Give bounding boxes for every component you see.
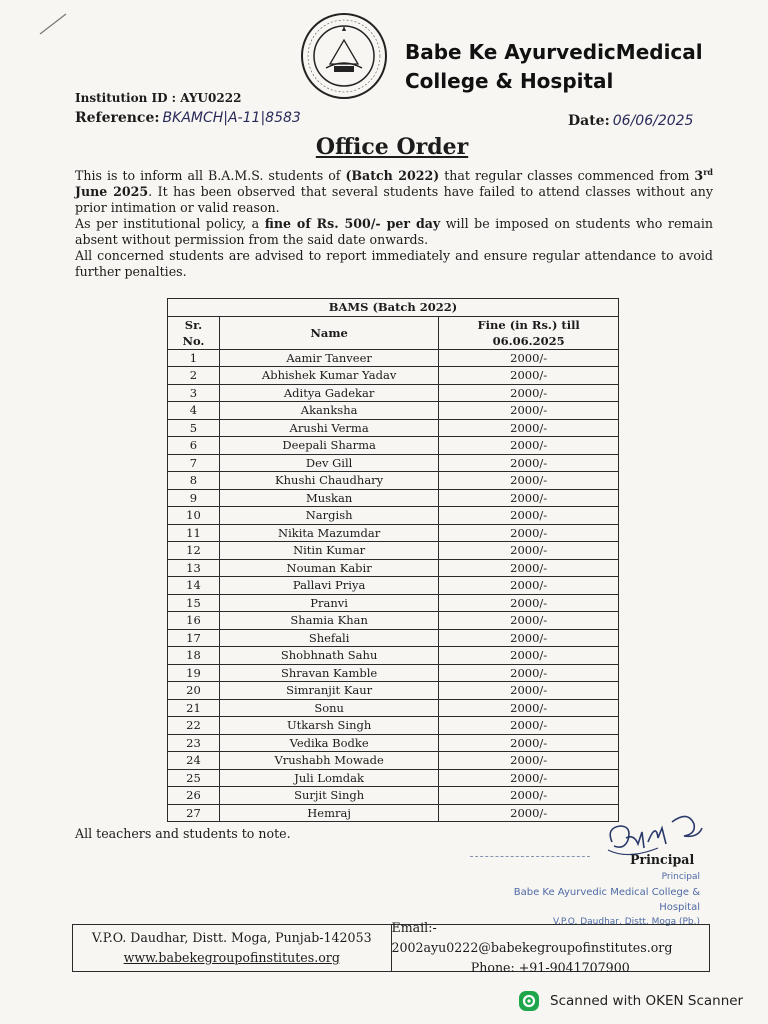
cell-name: Nargish [219,507,438,525]
college-logo-icon [300,12,388,100]
cell-fine: 2000/- [439,559,619,577]
table-row [168,367,619,385]
reference-label: Reference: [75,110,160,126]
cell-sr-no: 27 [168,804,220,822]
paragraph-2 [75,216,713,248]
paragraph-3: All concerned students are advised to report immediately and ensure regular attendance to avoid further penalties. [75,248,713,280]
cell-sr-no: 10 [168,507,220,525]
cell-name: Shravan Kamble [219,664,438,682]
cell-sr-no: 20 [168,682,220,700]
header-fine: Fine (in Rs.) till 06.06.2025 [439,316,619,349]
footer-address: V.P.O. Daudhar, Distt. Moga, Punjab-142053 [91,930,372,945]
cell-sr-no: 23 [168,734,220,752]
cell-name: Abhishek Kumar Yadav [219,367,438,385]
stamp-line2: V.P.O. Daudhar, Distt. Moga (Pb.) [553,917,700,927]
stamp-title: Principal [661,872,700,882]
p1-text-c: that regular classes commenced from [439,168,695,184]
college-name-line1: Babe Ke AyurvedicMedical [405,40,703,64]
cell-name: Juli Lomdak [219,769,438,787]
cell-name: Shefali [219,629,438,647]
principal-label: Principal [630,852,695,867]
college-name-line2: College & Hospital [405,69,614,93]
institution-id: Institution ID : AYU0222 [75,91,242,105]
cell-fine: 2000/- [439,419,619,437]
header-name: Name [219,316,438,349]
table-row [168,629,619,647]
table-row [168,507,619,525]
reference-value: BKAMCH|A-11|8583 [162,110,301,126]
table-caption: BAMS (Batch 2022) [168,299,619,317]
scanner-watermark [518,990,743,1012]
cell-name: Simranjit Kaur [219,682,438,700]
cell-name: Aamir Tanveer [219,349,438,367]
table-row [168,542,619,560]
p2-text-a: As per institutional policy, a [75,216,265,232]
table-row [168,787,619,805]
table-row [168,349,619,367]
table-row [168,437,619,455]
cell-fine: 2000/- [439,454,619,472]
cell-sr-no: 7 [168,454,220,472]
p1-date-suffix: rd [703,167,713,177]
table-row [168,524,619,542]
cell-sr-no: 14 [168,577,220,595]
reference-line [75,110,301,126]
cell-sr-no: 13 [168,559,220,577]
footer-website[interactable]: www.babekegroupofinstitutes.org [123,950,340,965]
cell-name: Pallavi Priya [219,577,438,595]
p1-batch: (Batch 2022) [345,168,440,184]
table-row [168,577,619,595]
table-row [168,612,619,630]
cell-sr-no: 9 [168,489,220,507]
cell-fine: 2000/- [439,612,619,630]
cell-sr-no: 22 [168,717,220,735]
cell-name: Arushi Verma [219,419,438,437]
p2-fine: fine of Rs. 500/- per day [264,216,441,232]
cell-fine: 2000/- [439,489,619,507]
table-row [168,717,619,735]
cell-name: Vedika Bodke [219,734,438,752]
cell-fine: 2000/- [439,804,619,822]
cell-fine: 2000/- [439,472,619,490]
signature-line [470,856,590,857]
cell-fine: 2000/- [439,734,619,752]
cell-fine: 2000/- [439,752,619,770]
cell-name: Vrushabh Mowade [219,752,438,770]
footer-address-column [73,925,392,971]
cell-name: Surjit Singh [219,787,438,805]
cell-sr-no: 3 [168,384,220,402]
cell-name: Nikita Mazumdar [219,524,438,542]
cell-fine: 2000/- [439,367,619,385]
footer-phone: Phone: +91-9041707900 [470,960,630,975]
cell-name: Utkarsh Singh [219,717,438,735]
table-row [168,752,619,770]
p1-text-g: . It has been observed that several students have failed to attend classes without any prior intimation or valid reason. [75,184,713,216]
fines-table [167,298,619,822]
cell-sr-no: 8 [168,472,220,490]
cell-fine: 2000/- [439,437,619,455]
cell-sr-no: 12 [168,542,220,560]
cell-sr-no: 24 [168,752,220,770]
table-row [168,682,619,700]
table-row [168,419,619,437]
footer-email[interactable]: Email:- 2002ayu0222@babekegroupofinstitutes.org [391,920,673,955]
pen-mark [38,12,68,36]
cell-name: Khushi Chaudhary [219,472,438,490]
college-name [405,38,703,96]
date-line [568,113,693,129]
cell-name: Deepali Sharma [219,437,438,455]
table-row [168,699,619,717]
table-row [168,594,619,612]
cell-sr-no: 15 [168,594,220,612]
p1-date-day: 3 [694,168,704,184]
p2-text-c: will be imposed on students who remain absent without permission from the said date onwards. [75,216,713,248]
table-body [168,349,619,822]
table-row [168,664,619,682]
cell-fine: 2000/- [439,524,619,542]
cell-sr-no: 25 [168,769,220,787]
cell-fine: 2000/- [439,577,619,595]
cell-fine: 2000/- [439,699,619,717]
p1-date-rest: June 2025 [75,184,149,200]
cell-name: Muskan [219,489,438,507]
cell-fine: 2000/- [439,664,619,682]
table-row [168,472,619,490]
closing-note: All teachers and students to note. [75,826,291,841]
cell-sr-no: 21 [168,699,220,717]
cell-fine: 2000/- [439,384,619,402]
cell-fine: 2000/- [439,647,619,665]
cell-fine: 2000/- [439,542,619,560]
p1-text-a: This is to inform all B.A.M.S. students of [75,168,346,184]
cell-sr-no: 1 [168,349,220,367]
cell-name: Hemraj [219,804,438,822]
table-header-row [168,316,619,349]
cell-fine: 2000/- [439,682,619,700]
table-row [168,489,619,507]
table-caption-row [168,299,619,317]
table-row [168,769,619,787]
cell-sr-no: 2 [168,367,220,385]
cell-fine: 2000/- [439,402,619,420]
cell-fine: 2000/- [439,594,619,612]
cell-fine: 2000/- [439,629,619,647]
cell-name: Dev Gill [219,454,438,472]
cell-sr-no: 17 [168,629,220,647]
table-row [168,559,619,577]
table-row [168,647,619,665]
cell-fine: 2000/- [439,717,619,735]
order-body [75,164,713,280]
scanner-label: Scanned with OKEN Scanner [550,993,744,1009]
cell-name: Pranvi [219,594,438,612]
cell-fine: 2000/- [439,769,619,787]
cell-name: Aditya Gadekar [219,384,438,402]
header-sr-no: Sr. No. [168,316,220,349]
cell-sr-no: 26 [168,787,220,805]
cell-sr-no: 16 [168,612,220,630]
page-title: Office Order [315,134,469,160]
cell-sr-no: 11 [168,524,220,542]
paragraph-1 [75,164,713,216]
cell-name: Nitin Kumar [219,542,438,560]
cell-sr-no: 4 [168,402,220,420]
table-row [168,384,619,402]
cell-fine: 2000/- [439,507,619,525]
cell-sr-no: 19 [168,664,220,682]
cell-name: Nouman Kabir [219,559,438,577]
scanner-logo-icon [518,990,540,1012]
cell-name: Akanksha [219,402,438,420]
table-row [168,454,619,472]
cell-name: Shobhnath Sahu [219,647,438,665]
cell-name: Shamia Khan [219,612,438,630]
cell-name: Sonu [219,699,438,717]
table-row [168,804,619,822]
cell-fine: 2000/- [439,349,619,367]
stamp-line1: Babe Ke Ayurvedic Medical College & Hospital [513,887,700,913]
cell-fine: 2000/- [439,787,619,805]
cell-sr-no: 18 [168,647,220,665]
cell-sr-no: 6 [168,437,220,455]
table-row [168,734,619,752]
date-label: Date: [568,113,610,129]
cell-sr-no: 5 [168,419,220,437]
date-value: 06/06/2025 [612,113,694,129]
table-row [168,402,619,420]
